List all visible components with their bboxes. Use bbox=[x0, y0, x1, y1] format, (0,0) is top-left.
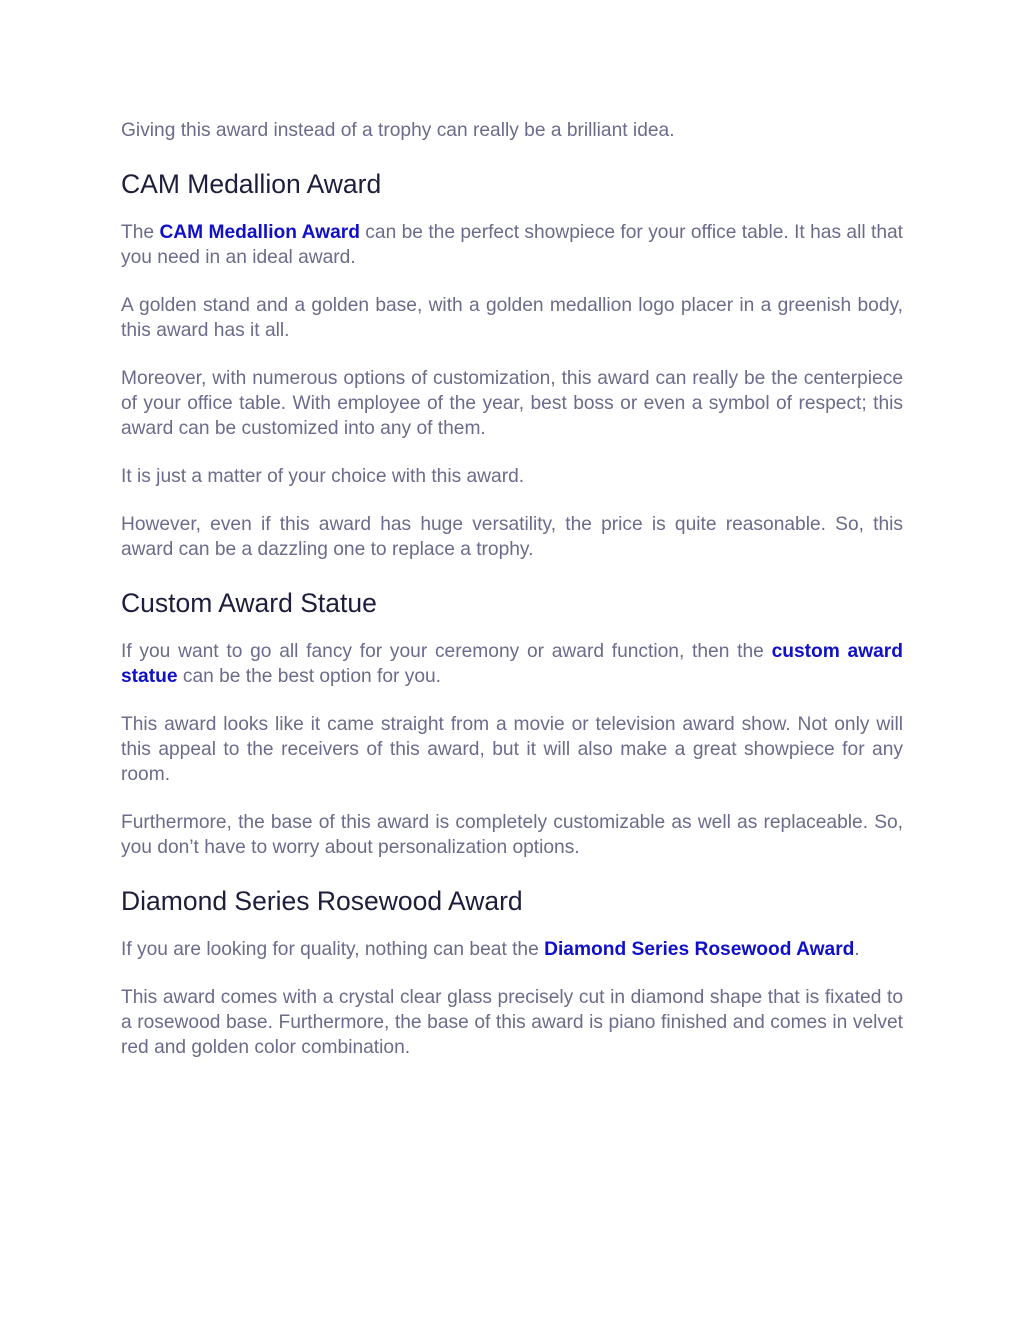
diamond-paragraph-1-after: . bbox=[854, 939, 860, 960]
cam-paragraph-4: It is just a matter of your choice with this award. bbox=[121, 466, 525, 487]
section-heading-diamond-series: Diamond Series Rosewood Award bbox=[121, 886, 523, 916]
statue-paragraph-1 bbox=[121, 639, 903, 689]
section-heading-cam-medallion: CAM Medallion Award bbox=[121, 169, 382, 199]
statue-paragraph-1-after: can be the best option for you. bbox=[177, 666, 441, 687]
diamond-paragraph-1 bbox=[121, 937, 903, 962]
intro-paragraph: Giving this award instead of a trophy can really be a brilliant idea. bbox=[121, 120, 675, 141]
statue-paragraph-2: This award looks like it came straight from a movie or television award show. Not only will this appeal to the receivers of this award, but it will also make a great showpiece for any room. bbox=[121, 714, 903, 785]
diamond-paragraph-1-before: If you are looking for quality, nothing can beat the bbox=[121, 939, 545, 960]
diamond-paragraph-2: This award comes with a crystal clear glass precisely cut in diamond shape that is fixated to a rosewood base. Furthermore, the base of this award is piano finished and comes in velvet red and golden color combination. bbox=[121, 987, 903, 1058]
statue-paragraph-1-before: If you want to go all fancy for your ceremony or award function, then the bbox=[121, 641, 772, 662]
cam-paragraph-1-before: The bbox=[121, 222, 160, 243]
cam-paragraph-1 bbox=[121, 220, 903, 270]
statue-paragraph-3: Furthermore, the base of this award is completely customizable as well as replaceable. So, you don’t have to worry about personalization options. bbox=[121, 812, 903, 858]
cam-paragraph-3: Moreover, with numerous options of customization, this award can really be the centerpiece of your office table. With employee of the year, best boss or even a symbol of respect; this award can be customized into any of them. bbox=[121, 368, 903, 439]
section-heading-custom-award-statue: Custom Award Statue bbox=[121, 588, 377, 618]
document-page bbox=[121, 118, 903, 1060]
cam-medallion-award-link[interactable]: CAM Medallion Award bbox=[159, 222, 360, 243]
custom-award-statue-link[interactable]: custom award statue bbox=[121, 641, 903, 687]
cam-paragraph-5: However, even if this award has huge versatility, the price is quite reasonable. So, this award can be a dazzling one to replace a trophy. bbox=[121, 514, 903, 560]
cam-paragraph-1-after: can be the perfect showpiece for your office table. It has all that you need in an ideal award. bbox=[121, 222, 903, 268]
diamond-series-rosewood-award-link[interactable]: Diamond Series Rosewood Award bbox=[544, 939, 855, 960]
cam-paragraph-2: A golden stand and a golden base, with a golden medallion logo placer in a greenish body, this award has it all. bbox=[121, 295, 903, 341]
